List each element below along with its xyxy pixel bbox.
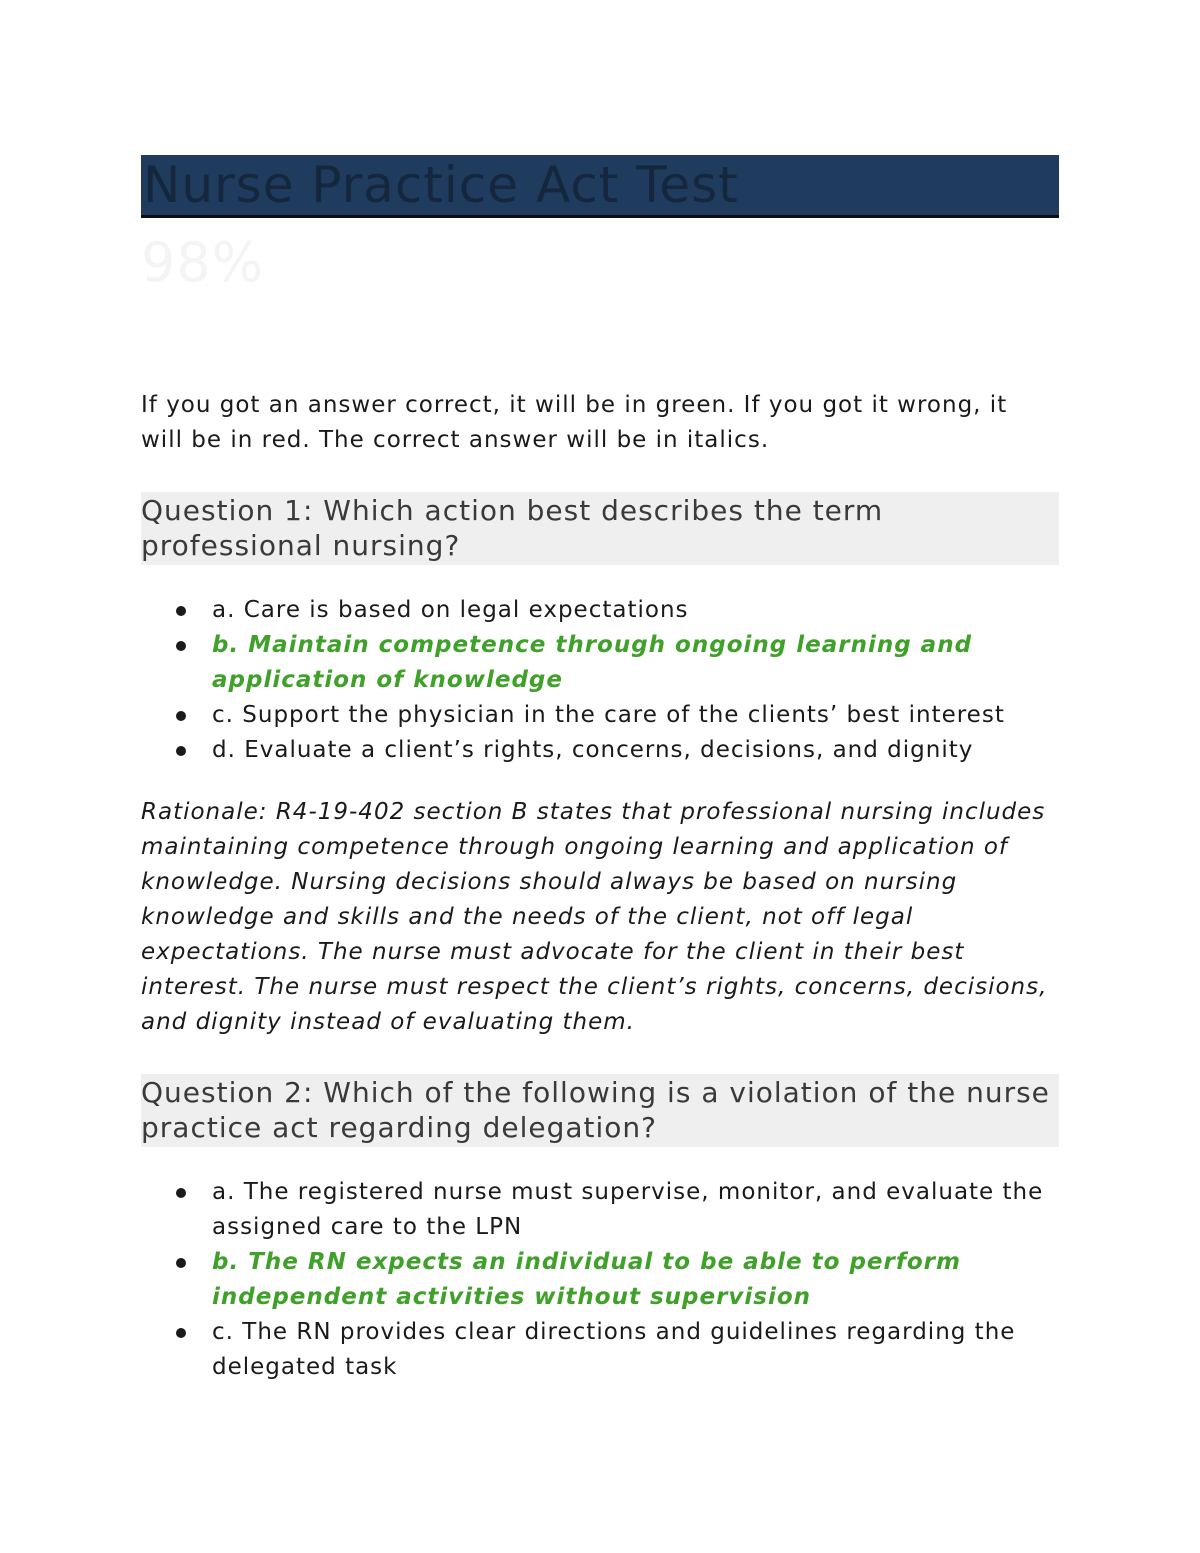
option-text: c. Support the physician in the care of the clients’ best interest — [212, 702, 1005, 728]
option-text: b. The RN expects an individual to be able to perform independent activities without supervision — [212, 1249, 961, 1310]
question-1-options — [141, 593, 1059, 768]
question-2-heading: Question 2: Which of the following is a violation of the nurse practice act regarding delegation? — [141, 1074, 1059, 1147]
bullet-icon — [176, 1328, 186, 1338]
question-1-option-b-correct — [212, 628, 1059, 698]
document-page — [141, 155, 1059, 1385]
bullet-icon — [176, 1188, 186, 1198]
bullet-icon — [176, 606, 186, 616]
question-2-option-c — [212, 1315, 1059, 1385]
document-title: Nurse Practice Act Test — [143, 156, 739, 214]
question-1-option-d — [212, 733, 1059, 768]
bullet-icon — [176, 641, 186, 651]
bullet-icon — [176, 1258, 186, 1268]
question-1-rationale: Rationale: R4-19-402 section B states that professional nursing includes maintaining competence through ongoing learning and application of knowledge. Nursing decisions should always be based on nursing knowledge and skills and the needs of the client, not off legal expectations. The nurse must advocate for the client in their best interest. The nurse must respect the client’s rights, concerns, decisions, and dignity instead of evaluating them. — [141, 799, 1048, 1035]
question-2-options — [141, 1175, 1059, 1385]
bullet-icon — [176, 746, 186, 756]
title-band — [141, 155, 1059, 218]
option-text: b. Maintain competence through ongoing learning and application of knowledge — [212, 632, 973, 693]
intro-paragraph: If you got an answer correct, it will be in green. If you got it wrong, it will be in red. The correct answer will be in italics. — [141, 392, 1008, 453]
option-text: a. Care is based on legal expectations — [212, 597, 689, 623]
bullet-icon — [176, 711, 186, 721]
question-1-option-c — [212, 698, 1059, 733]
question-2-option-a — [212, 1175, 1059, 1245]
option-text: c. The RN provides clear directions and guidelines regarding the delegated task — [212, 1319, 1016, 1380]
question-1-option-a — [212, 593, 1059, 628]
question-2-option-b-correct — [212, 1245, 1059, 1315]
option-text: a. The registered nurse must supervise, monitor, and evaluate the assigned care to the LPN — [212, 1179, 1044, 1240]
question-1-heading: Question 1: Which action best describes the term professional nursing? — [141, 492, 1059, 565]
score-text: 98% — [141, 231, 265, 294]
option-text: d. Evaluate a client’s rights, concerns, decisions, and dignity — [212, 737, 974, 763]
